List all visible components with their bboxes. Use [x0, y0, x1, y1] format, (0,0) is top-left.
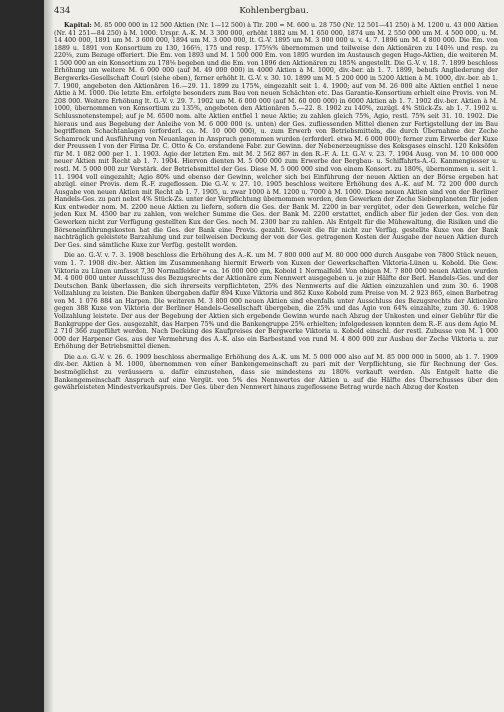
page-header — [44, 0, 504, 22]
page-edge-shadow — [44, 0, 54, 712]
text-body — [54, 22, 498, 704]
paragraph-kapital — [54, 22, 498, 249]
page-number: 434 — [54, 6, 71, 16]
paragraph-text: M. 85 000 000 in 12 500 Aktien (Nr. 1—12 500) à Tlr. 200 = M. 600 u. 28 750 (Nr. 12 501—41 250) à M. 1200 u. 43 000 Aktien (Nr. 41 251—84 250) à M. 1000. Urspr. A.-K. M. 3 300 000, erhöht 1882 um M. 1 650 000, 1874 um M. 2 550 000 um M. 4 500 000, u. M. 14 400 000, 1891 um M. 3 600 000, 1894 um M. 3 000 000, lt. G.-V. 1895 um M. 3 000 000 u. v. 4. 7. 1896 um M. 4 800 000. Die Em. von 1889 u. 1891 von Konsortium zu 130, 166⅔, 175 und resp. 175⅝% übernommen und teilweise den Aktionären zu 140⅔ und resp. zu 220⅛, zum Bezuge offeriert. Die Em. von 1893 und M. 1 500 000 Em. von 1895 wurden im Austausch gegen Hugo-Aktien, die weiteren M. 1 500 000 an ein Konsortium zu 178⅝ begeben und die Em. von 1896 den Aktionären zu 185% angestellt. Die G.-V. v. 18. 7. 1899 beschloss Erhöhung um weitere M. 6 000 000 (auf M. 49 000 000) in 4000 Aktien à M. 1000, div.-ber. ab 1. 7. 1899, behufs Angliederung der Bergwerks-Gesellschaft Courl (siehe oben), ferner erhöht lt. G.-V. v. 30. 10. 1899 um M. 5 200 000 in 5200 Aktien à M. 1000, div.-ber. ab 1. 7. 1900, angeboten den Aktionären 16.—29. 11. 1899 zu 175%, eingezahlt seit 1. 4. 1900; auf von M. 26 000 alte Aktien entfiel 1 neue Aktie à M. 1000. Die letzte Em. erfolgte besonders zum Bau von neuen Schächten etc. Das Garantie-Konsortium erhielt eine Provis. von M. 208 000. Weitere Erhöhung lt. G.-V. v. 29. 7. 1902 um M. 6 000 000 (auf M. 60 000 000) in 6000 Aktien ab 1. 7. 1902 div.-ber. Aktien à M. 1000, übernommen von Konsortium zu 135%, angeboten den Aktionären 5.—22. 8. 1902 zu 140%, zuzügl. 4% Stück-Zs. ab 1. 7. 1902 u. Schlussnotenstempel; auf je M. 6500 nom. alte Aktien entfiel 1 neue Aktie; zu zahlen gleich 75%, Agio, restl. 75% seit 31. 10. 1902. Die hieraus und aus Begebung der Anleihe von M. 6 000 000 (s. unten) der Ges. zufliessenden Mittel dienen zur Fertigstellung der im Bau begriffenen Schachtanlagen (erforderl. ca. M. 10 000 000), u. zum Erwerb von Betriebsmitteln, die durch Übernahme der Zeche Schamrock und Ausführung von Neuanlagen in Anspruch genommen wurden (erforderl. etwa M. 6 000 000); ferner zum Erwerbe der Kuxe der Preussen I von der Firma Dr. C. Otto & Co. erstandene Fabr. zur Gewinn. der Nebenerzeugnisse des Koksgases einschl. 120 Koksöfen für M. 1 082 000 per 1. 1. 1903. Agio der letzten Em. mit M. 2 562 867 in den R.-F. A. Lt. G.-V. v. 23. 7. 1904 Ausg. von M. 10 000 000 neuer Aktien mit Recht ab 1. 7. 1904. Hiervon dienten M. 5 000 000 zum Erwerbe der Bergbau- u. Schiffahrts-A.-G. Kanmengiesser u. restl. M. 5 000 000 zur Verstärk. der Betriebsmittel der Ges. Diese M. 5 000 000 sind von einem Konsort. zu 180%, übernommen u. seit 1. 11. 1904 voll eingezahlt; Agio 80% und ebenso der Gewinn, welcher sich bei Einführung der neuen Aktien an der Börse ergeben hat abzügl. einer Provis. dem R.-F. zugeflossen. Die G.-V. v. 27. 10. 1905 beschloss weitere Erhöhung des A.-K. auf M. 72 200 000 durch Ausgabe von neuen Aktien mit Recht ab 1. 7. 1905, u. zwar 1000 à M. 1200 u. 7000 à M. 1000. Diese neuen Aktien sind von der Berliner Handels-Ges. zu pari nebst 4% Stück-Zs. unter der Verpflichtung übernommen worden, den Gewerken der Zeche Siebenplaneten für jeden Kux entweder nom. M. 2200 neue Aktien zu liefern, sofern die Ges. der Bank M. 2200 in bar vergütet, oder den Gewerken, welche für jeden Kux M. 4500 bar zu zahlen, von welcher Summe die Ges. der Bank M. 2200 erstattet, endlich aber für jeden der Ges. von den Gewerken nicht zur Verfügung gestellten Kux der Ges. noch M. 2300 bar zu zahlen. Als Entgelt für die Mühewaltung, die Risiken und die Börseneinführungskosten hat die Ges. der Bank eine Provis. gezahlt. Soweit die für nicht zur Verfüg. gestellte Kuxe von der Bank nachträglich geleistete Barzahlung und zur teilweisen Deckung der von der Ges. getragenen Kosten der Ausgabe der neuen Aktien durch Der Ges. sind sämtliche Kuxe zur Verfüg. gestellt worden. — [54, 22, 498, 249]
paragraph-1909 — [54, 354, 498, 392]
paragraph-text: Die a.o. G.-V. v. 26. 6. 1909 beschloss abermalige Erhöhung des A.-K. um M. 5 000 000 also auf M. 85 000 000 in 5000, ab 1. 7. 1909 div.-ber. Aktien à M. 1000, übernommen von einer Bankengemeinschaft zu pari mit der Verpflichtung, sie für Rechnung der Ges. bestmöglichst zu veräussern u. dafür einzustehen, dass sie mindestens zu 180% verkauft werden. Als Entgelt hatte die Bankengemeinschaft Anspruch auf eine Vergüt. von 5% des Nennwertes der Aktien u. auf die Hälfte des Überschusses über den gewährleisteten Mindestverkaufspreis. Der Ges. über den Nennwert hinaus zugeflossene Betrag wurde nach Abzug der Kosten — [54, 353, 498, 392]
running-head: Kohlenbergbau. — [239, 6, 309, 16]
document-page — [44, 0, 504, 712]
kapital-label: Kapital: — [64, 22, 92, 29]
paragraph-1908 — [54, 252, 498, 351]
paragraph-text: Die ao. G.-V. v. 7. 3. 1908 beschloss die Erhöhung des A.-K. um M. 7 800 000 auf M. 80 000 000 durch Ausgabe von 7800 Stück neuen, vom 1. 7. 1908 div.-ber. Aktien im Zusammenhang hiermit Erwerb von Kuxen der Gewerkschaften Viktoria-Lünen u. Kobold. Die Gew. Viktoria zu Lünen umfasst 7,30 Normalfelder = ca. 16 000 000 qm, Kobold 1 Normalfeld. Von obigen M. 7 800 000 neuen Aktien wurden M. 4 000 000 unter Ausschluss des Bezugsrechts der Aktionäre zum Nennwert ausgegeben u. je zur Hälfte der Berl. Handels-Ges. und der Deutschen Bank überlassen, die sich ihrerseits verpflichteten, 25% des Nennwerts auf die Aktien einzuzahlen und zum 30. 6. 1908 Vollzahlung zu leisten. Die Banken übergaben dafür 894 Kuxe Viktoria und 862 Kuxe Kobold zum Preise von M. 2 923 865, einen Barbetrag von M. 1 076 884 an Harpen. Die weiteren M. 3 800 000 neuen Aktien sind ebenfalls unter Ausschluss des Bezugsrechts der Aktionäre gegen 388 Kuxe von Viktoria der Berliner Handels-Gesellschaft übergeben, die 25% und das Agio von 64% einzahlte, zum 30. 6. 1908 Vollzahlung leistete. Der aus der Begebung der Aktien sich ergebende Gewinn wurde nach Abzug der Unkosten und einer Gebühr für die Bankgruppe der Ges. ausgezahlt, das Harpen 75% und die Bankengruppe 25% erhielten; infolgedessen konnten dem R.-F. aus dem Agio M. 2 710 366 zugeführt werden. Nach Deckung des Kaufpreises der Bergwerke Viktoria u. Kobold einschl. der restl. Zubusse von M. 1 000 000 der Harpener Ges. aus der Vermehrung des A.-K. also ein Barbestand von rund M. 4 800 000 zur Ausbau der Zeche Viktoria u. zur Erhöhung der Betriebsmittel dienen. — [54, 252, 498, 351]
